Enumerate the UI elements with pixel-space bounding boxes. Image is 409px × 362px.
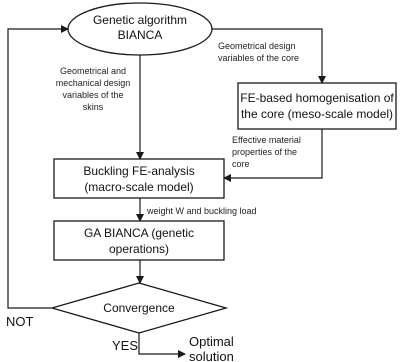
not-label: NOT xyxy=(6,314,34,329)
skin-vars-label-line2: mechanical design xyxy=(55,78,131,88)
skin-vars-label-line4: skins xyxy=(82,102,104,112)
effective-props-label-line1: Effective material xyxy=(232,135,301,145)
homogenisation-line2: the core (meso-scale model) xyxy=(240,107,394,121)
optimal-solution-line1: Optimal xyxy=(189,334,234,349)
core-vars-label-line1: Geometrical design xyxy=(218,41,296,51)
effective-props-label-line2: properties of the xyxy=(232,147,298,157)
ga-start-line1: Genetic algorithm xyxy=(92,13,188,27)
homogenisation-line1: FE-based homogenisation of xyxy=(240,91,394,105)
effective-props-label-line3: core xyxy=(232,159,250,169)
yes-label: YES xyxy=(112,338,139,353)
skin-vars-label-line1: Geometrical and xyxy=(59,66,127,76)
weight-load-label: weight W and buckling load xyxy=(147,206,257,216)
ga-operations-line1: GA BIANCA (genetic xyxy=(83,226,195,240)
buckling-line2: (macro-scale model) xyxy=(84,180,194,194)
ga-start-line2: BIANCA xyxy=(117,28,163,42)
convergence-label: Convergence xyxy=(103,301,175,315)
core-vars-label-line2: variables of the core xyxy=(218,53,300,63)
optimal-solution-line2: solution xyxy=(189,349,234,362)
buckling-line1: Buckling FE-analysis xyxy=(83,164,195,178)
edge-yes-to-optimal xyxy=(139,333,185,354)
ga-operations-line2: operations) xyxy=(108,242,170,256)
skin-vars-label-line3: variables of the xyxy=(62,90,124,100)
homogenisation-box xyxy=(238,83,396,129)
